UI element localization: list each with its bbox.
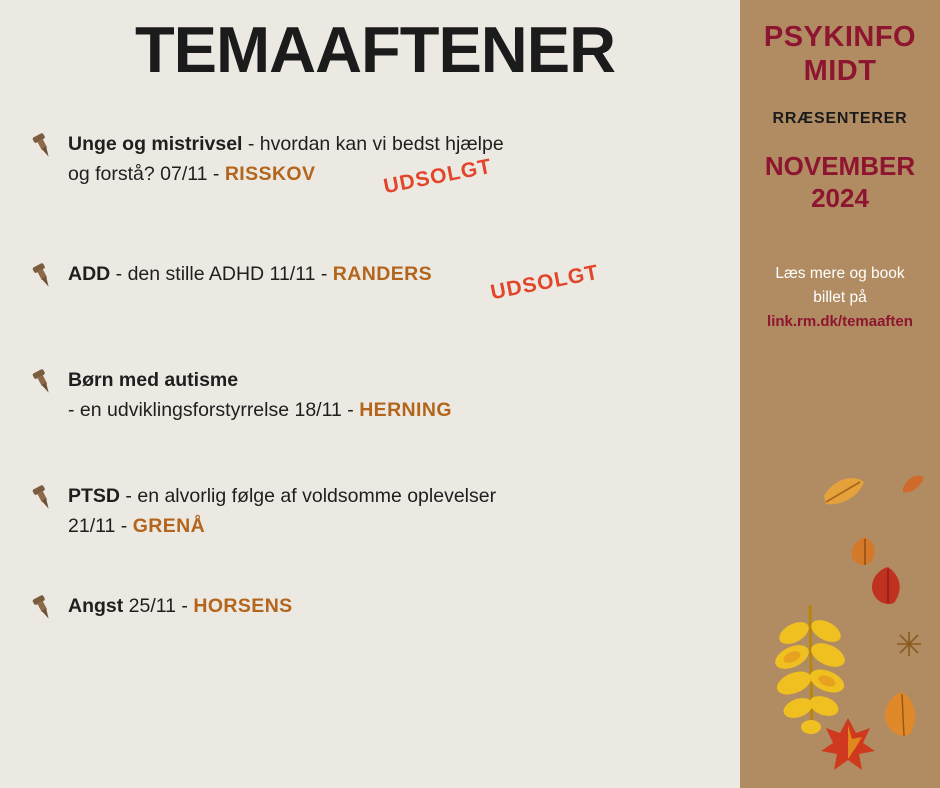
pushpin-icon — [28, 593, 58, 623]
list-item[interactable] — [28, 591, 740, 631]
leaf-icon — [770, 605, 850, 740]
event-city: RISSKOV — [224, 163, 316, 185]
leaf-icon — [820, 470, 868, 515]
event-city: RANDERS — [332, 263, 433, 285]
brand-line-1: PSYKINFO — [763, 21, 917, 53]
month-label: NOVEMBER — [764, 151, 916, 181]
event-detail: - en alvorlig følge af voldsomme oplevelser — [120, 485, 497, 507]
event-detail: - hvordan kan vi bedst hjælpe — [242, 133, 504, 155]
event-city: GRENÅ — [132, 515, 206, 537]
event-title: Unge og mistrivsel — [68, 133, 243, 155]
event-city: HERNING — [359, 399, 452, 421]
event-text — [68, 591, 708, 621]
list-item[interactable] — [28, 259, 740, 305]
event-title: PTSD — [68, 485, 121, 507]
leaf-icon — [880, 690, 924, 745]
booking-link[interactable]: link.rm.dk/temaaften — [767, 313, 913, 330]
event-text — [68, 481, 708, 541]
booking-line-2: billet på — [813, 289, 867, 306]
event-detail: - den stille ADHD 11/11 - — [110, 263, 333, 285]
event-title: Børn med autisme — [68, 369, 239, 391]
event-detail-2: - en udviklingsforstyrrelse 18/11 - — [68, 399, 360, 421]
event-text — [68, 365, 708, 425]
leaf-icon — [868, 565, 908, 612]
page-title: TEMAAFTENER — [134, 13, 616, 86]
events-list — [0, 129, 740, 631]
event-detail-2: 21/11 - — [68, 515, 133, 537]
leaf-icon — [848, 535, 882, 574]
year-label: 2024 — [811, 183, 869, 213]
event-title: ADD — [68, 263, 111, 285]
brand-line-2: MIDT — [803, 55, 877, 87]
event-text — [68, 259, 708, 289]
event-title: Angst — [68, 595, 124, 617]
list-item[interactable] — [28, 365, 740, 427]
leaf-icon — [818, 715, 878, 780]
pushpin-icon — [28, 131, 58, 161]
pushpin-icon — [28, 483, 58, 513]
pushpin-icon — [28, 367, 58, 397]
event-detail-2: og forstå? 07/11 - — [68, 163, 225, 185]
booking-info — [740, 262, 940, 334]
leaf-icon — [900, 470, 926, 501]
booking-line-1: Læs mere og book — [775, 265, 905, 282]
list-item[interactable] — [28, 481, 740, 543]
presents-label: RRÆSENTERER — [772, 110, 908, 127]
list-item[interactable] — [28, 129, 740, 207]
pushpin-icon — [28, 261, 58, 291]
status-badge: UDSOLGT — [381, 154, 494, 199]
event-city: HORSENS — [193, 595, 293, 617]
sidebar — [740, 0, 940, 788]
leaf-icon — [895, 630, 923, 663]
month-year — [740, 150, 940, 214]
event-detail: 25/11 - — [123, 595, 194, 617]
brand-name — [740, 20, 940, 88]
status-badge: UDSOLGT — [488, 260, 601, 305]
